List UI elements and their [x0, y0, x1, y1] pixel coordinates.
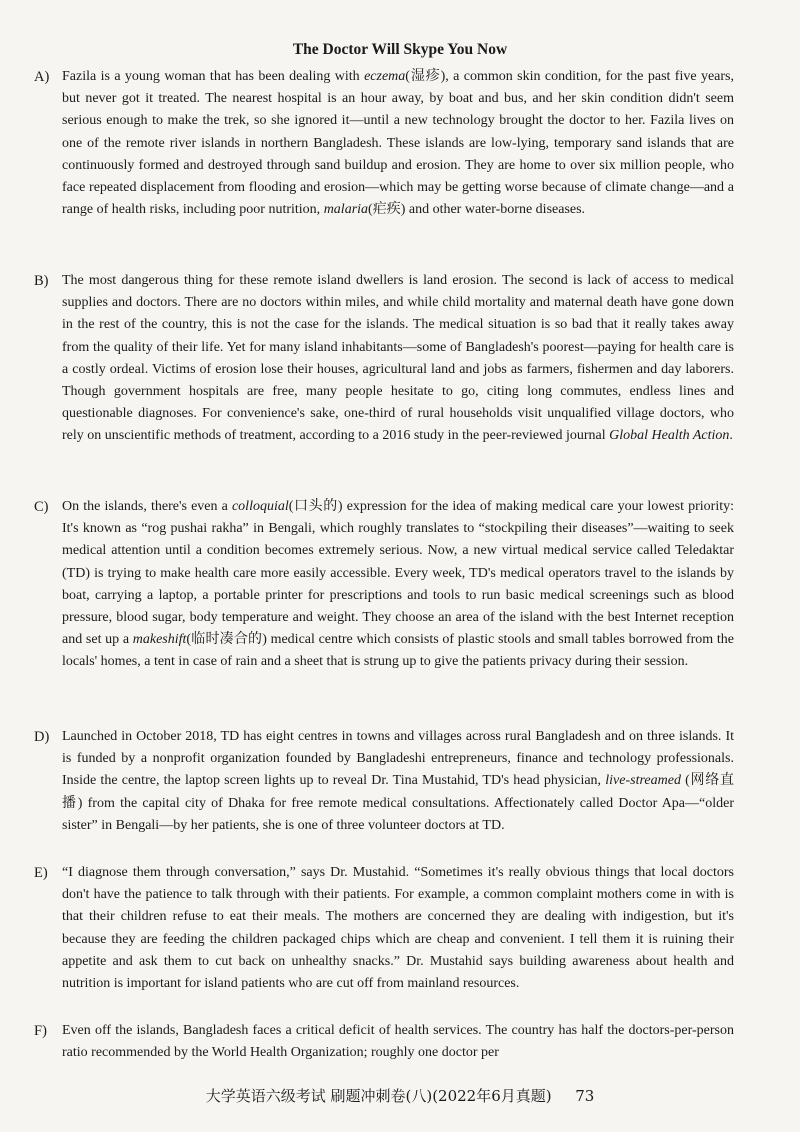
- article-title: The Doctor Will Skype You Now: [292, 41, 508, 58]
- paragraph-label: F): [34, 1023, 47, 1039]
- paragraph-text: Even off the islands, Bangladesh faces a critical deficit of health services. The country has half the doctors-per-person ratio recommended by the World Health Organization; roughly one doctor per: [62, 1023, 734, 1061]
- italic-term: malaria: [323, 202, 369, 218]
- page-number: 73: [575, 1087, 595, 1105]
- paragraph-b: [34, 270, 734, 448]
- paragraph-text: The most dangerous thing for these remote island dwellers is land erosion. The second is lack of access to medical supplies and doctors. There are no doctors within miles, and while child mortality and maternal death have gone down in the rest of the country, this is not the case for the islands. The medical situation is so bad that it really takes away from the quality of their life. Yet for many island inhabitants—some of Bangladesh's poorest—paying for health care is a costly ordeal. Victims of erosion lose their houses, agricultural land and jobs as farmers, fishermen and day laborers. Though government hospitals are free, many people hesitate to go, citing long commutes, endless lines and questionable diagnoses. For convenience's sake, one-third of rural households visit unqualified village doctors, who rely on unscientific methods of treatment, according to a 2016 study in the peer-reviewed journal Global Health Action.: [62, 273, 734, 444]
- paragraph-f: [34, 1020, 734, 1064]
- page-footer: [0, 1085, 800, 1106]
- paragraph-a: [34, 66, 734, 221]
- paragraph-d: [34, 726, 734, 837]
- paragraph-text: Launched in October 2018, TD has eight centres in towns and villages across rural Bangladesh and on three islands. It is funded by a nonprofit organization founded by Bangladeshi entrepreneurs, finance and technology professionals. Inside the centre, the laptop screen lights up to reveal Dr. Tina Mustahid, TD's head physician, live-streamed (网络直播) from the capital city of Dhaka for free remote medical consultations. Affectionately called Doctor Apa—“older sister” in Bengali—by her patients, she is one of three volunteer doctors at TD.: [62, 729, 734, 833]
- paragraph-c: [34, 496, 734, 674]
- paragraph-label: B): [34, 273, 49, 289]
- italic-term: Global Health Action: [609, 428, 730, 444]
- italic-term: makeshift: [132, 632, 187, 648]
- paragraph-label: A): [34, 69, 50, 85]
- paragraph-text: “I diagnose them through conversation,” says Dr. Mustahid. “Sometimes it's really obvious things that local doctors don't have the patience to talk through with their patients. For example, a common complaint mothers come in with is that their children refuse to eat their meals. The mothers are concerned they are dealing with indigestion, but it's because they are feeding the children packaged chips which are cheap and convenient. I tell them it is ruining their appetite and ask them to cut back on unhealthy snacks.” Dr. Mustahid says building awareness about health and nutrition is important for island patients who are cut off from mainland resources.: [62, 865, 734, 992]
- paragraph-text: On the islands, there's even a colloquial(口头的) expression for the idea of making medical care your lowest priority: It's known as “rog pushai rakha” in Bengali, which roughly translates to “stockpiling their diseases”—waiting to seek medical attention until a condition becomes extremely serious. Now, a new virtual medical service called Teledaktar (TD) is trying to make health care more easily accessible. Every week, TD's medical operators travel to the islands by boat, carrying a laptop, a portable printer for prescriptions and tools to run basic medical screenings such as blood pressure, blood sugar, body temperature and weight. They choose an area of the island with the best Internet reception and set up a makeshift(临时凑合的) medical centre which consists of plastic stools and small tables borrowed from the locals' homes, a tent in case of rain and a sheet that is strung up to give the patients privacy during their session.: [62, 499, 734, 670]
- italic-term: live-streamed: [605, 773, 681, 789]
- paragraph-text: Fazila is a young woman that has been dealing with eczema(湿疹), a common skin condition, for the past five years, but never got it treated. The nearest hospital is an hour away, by boat and bus, and her skin condition didn't seem serious enough to make the trek, so she ignored it—until a new technology brought the doctor to her. Fazila lives on one of the remote river islands in northern Bangladesh. These islands are low-lying, temporary sand islands that are continuously formed and destroyed through sand buildup and erosion. They are home to over six million people, who face repeated displacement from flooding and erosion—which may be getting worse because of climate change—and a range of health risks, including poor nutrition, malaria(疟疾) and other water-borne diseases.: [62, 69, 734, 218]
- paragraph-label: D): [34, 729, 50, 745]
- footer-text: 大学英语六级考试 刷题冲刺卷(八)(2022年6月真题): [205, 1087, 552, 1105]
- paragraph-label: C): [34, 499, 49, 515]
- paragraph-e: [34, 862, 734, 995]
- italic-term: eczema: [364, 69, 406, 84]
- italic-term: colloquial: [231, 499, 289, 514]
- paragraph-label: E): [34, 865, 48, 881]
